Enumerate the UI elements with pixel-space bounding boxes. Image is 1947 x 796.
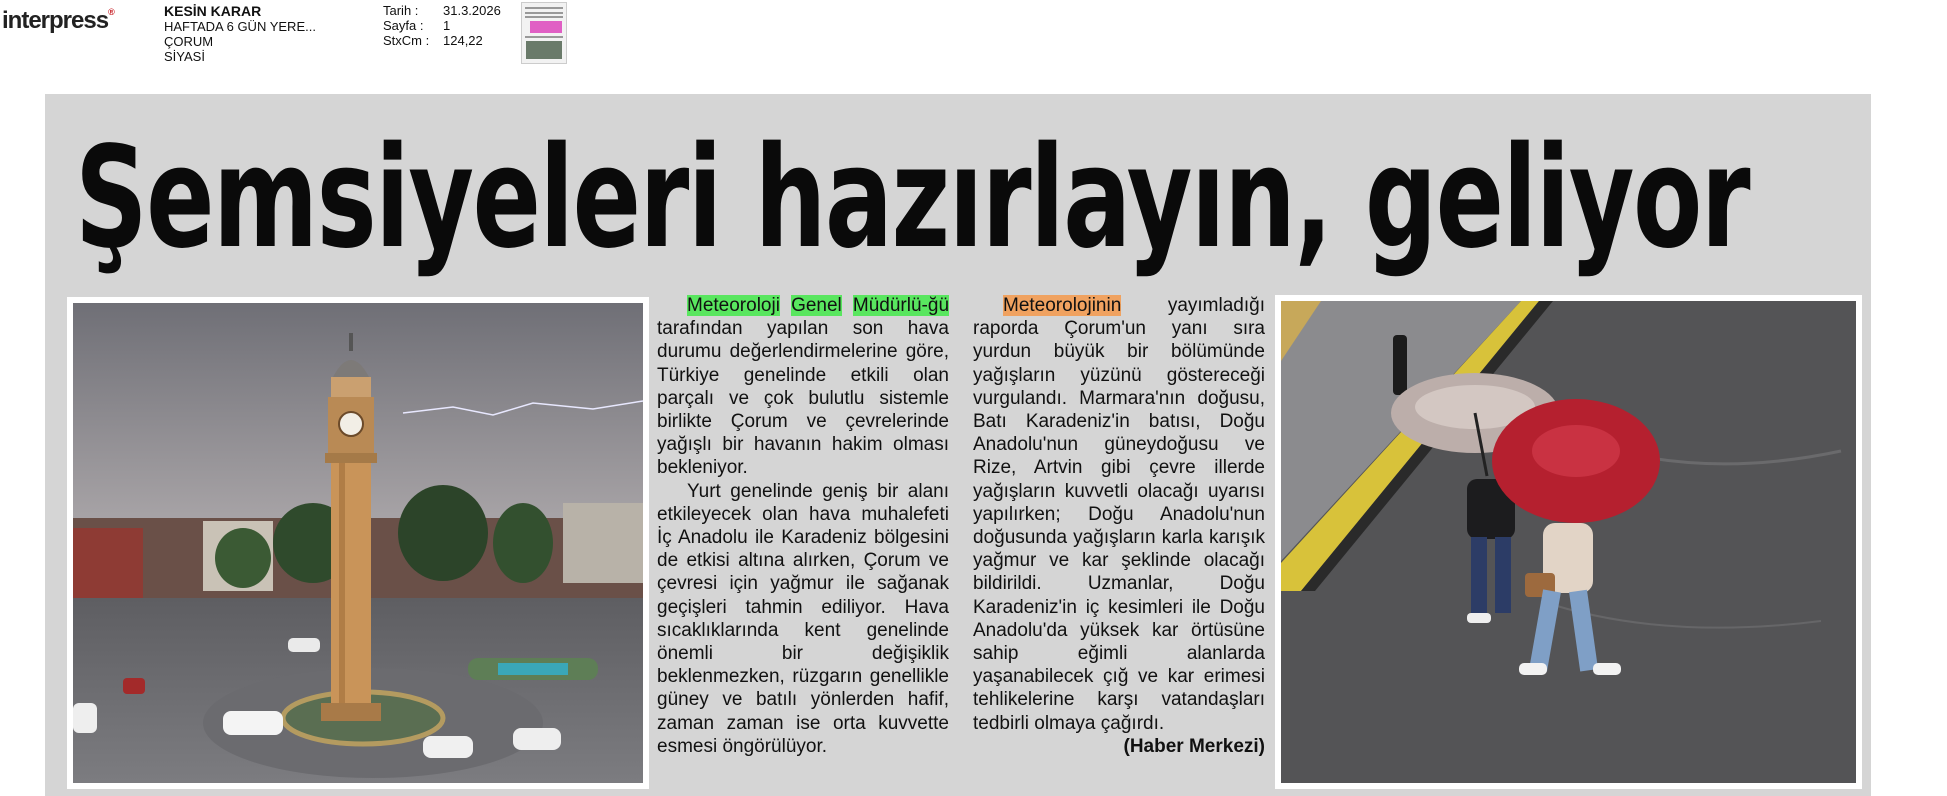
- date-label: Tarih :: [383, 3, 419, 18]
- page-thumbnail[interactable]: [521, 2, 567, 64]
- highlight-term: Meteorolojinin: [1003, 295, 1122, 316]
- umbrella-rain-photo: [1275, 295, 1862, 789]
- registered-mark-icon: ®: [108, 7, 114, 17]
- highlight-term: Genel: [791, 295, 842, 316]
- date-value: 31.3.2026: [443, 3, 501, 18]
- stxcm-row: [383, 33, 501, 48]
- col1-paragraph-1: [657, 294, 949, 480]
- col2-paragraph-1: [973, 294, 1265, 735]
- publication-info: [164, 4, 316, 64]
- clipping-meta: [383, 3, 501, 48]
- text-column-2: [973, 294, 1265, 758]
- stxcm-label: StxCm :: [383, 33, 430, 48]
- article-panel: [45, 94, 1871, 796]
- page-label: Sayfa :: [383, 18, 424, 33]
- page-value: 1: [443, 18, 451, 33]
- logo-text: interpress: [2, 7, 109, 34]
- headline: Şemsiyeleri hazırlayın, geliyor: [75, 117, 1750, 280]
- highlight-term: Meteoroloji: [687, 295, 780, 316]
- highlight-term: ğü: [927, 295, 950, 316]
- text-column-1: [657, 294, 949, 758]
- publication-name: KESİN KARAR: [164, 3, 262, 19]
- col2-paragraph-1-text: yayımladığı raporda Çorum'un yanı sıra yurdun büyük bir bölümünde yağışların yüzünü göstereceği vurgulandı. Marmara'nın doğusu, Batı Karadeniz'in batısı, Doğu Anadolu'nun güneydoğusu ve Rize, Artvin gibi çevre illerde yağışların kuvvetli olacağı uyarısı yapılırken; Doğu Anadolu'nun doğusunda yağışların karla karışık yağmur ve kar şeklinde olacağı bildirildi. Uzmanlar, Doğu Karadeniz'in iç kesimleri ile Doğu Anadolu'da yüksek kar örtüsüne sahip eğimli alanlarda yaşanabilecek çığ ve kar erimesi tehlikelerine karşı vatandaşları tedbirli olmaya çağırdı.: [973, 295, 1265, 734]
- byline: (Haber Merkezi): [1123, 735, 1265, 757]
- publication-city: ÇORUM: [164, 34, 214, 49]
- date-row: [383, 3, 501, 18]
- interpress-logo: [2, 7, 114, 35]
- page-row: [383, 18, 501, 33]
- publication-category: SİYASİ: [164, 49, 205, 64]
- clock-tower-photo: [67, 297, 649, 789]
- col1-paragraph-2: Yurt genelinde geniş bir alanı etkileyecek olan hava muhalefeti İç Anadolu ile Karadeniz bölgesini de etkisi altına alırken, Çorum ve çevresi için yağmur ile sağanak geçişleri tahmin ediliyor. Hava sıcaklıklarında kent genelinde önemli bir değişiklik beklenmezken, rüzgarın genellikle güney ve batılı yönlerden hafif, zaman zaman ise orta kuvvette esmesi öngörülüyor.: [657, 480, 949, 757]
- highlight-term: Müdürlü-: [852, 295, 928, 316]
- publication-frequency: HAFTADA 6 GÜN YERE...: [164, 19, 316, 34]
- stxcm-value: 124,22: [443, 33, 483, 48]
- col1-paragraph-1-text: tarafından yapılan son hava durumu değerlendirmelerine göre, Türkiye genelinde etkili olan parçalı ve çok bulutlu sistemle birlikte Çorum ve çevrelerinde yağışlı bir havanın hakim olması bekleniyor.: [657, 318, 949, 479]
